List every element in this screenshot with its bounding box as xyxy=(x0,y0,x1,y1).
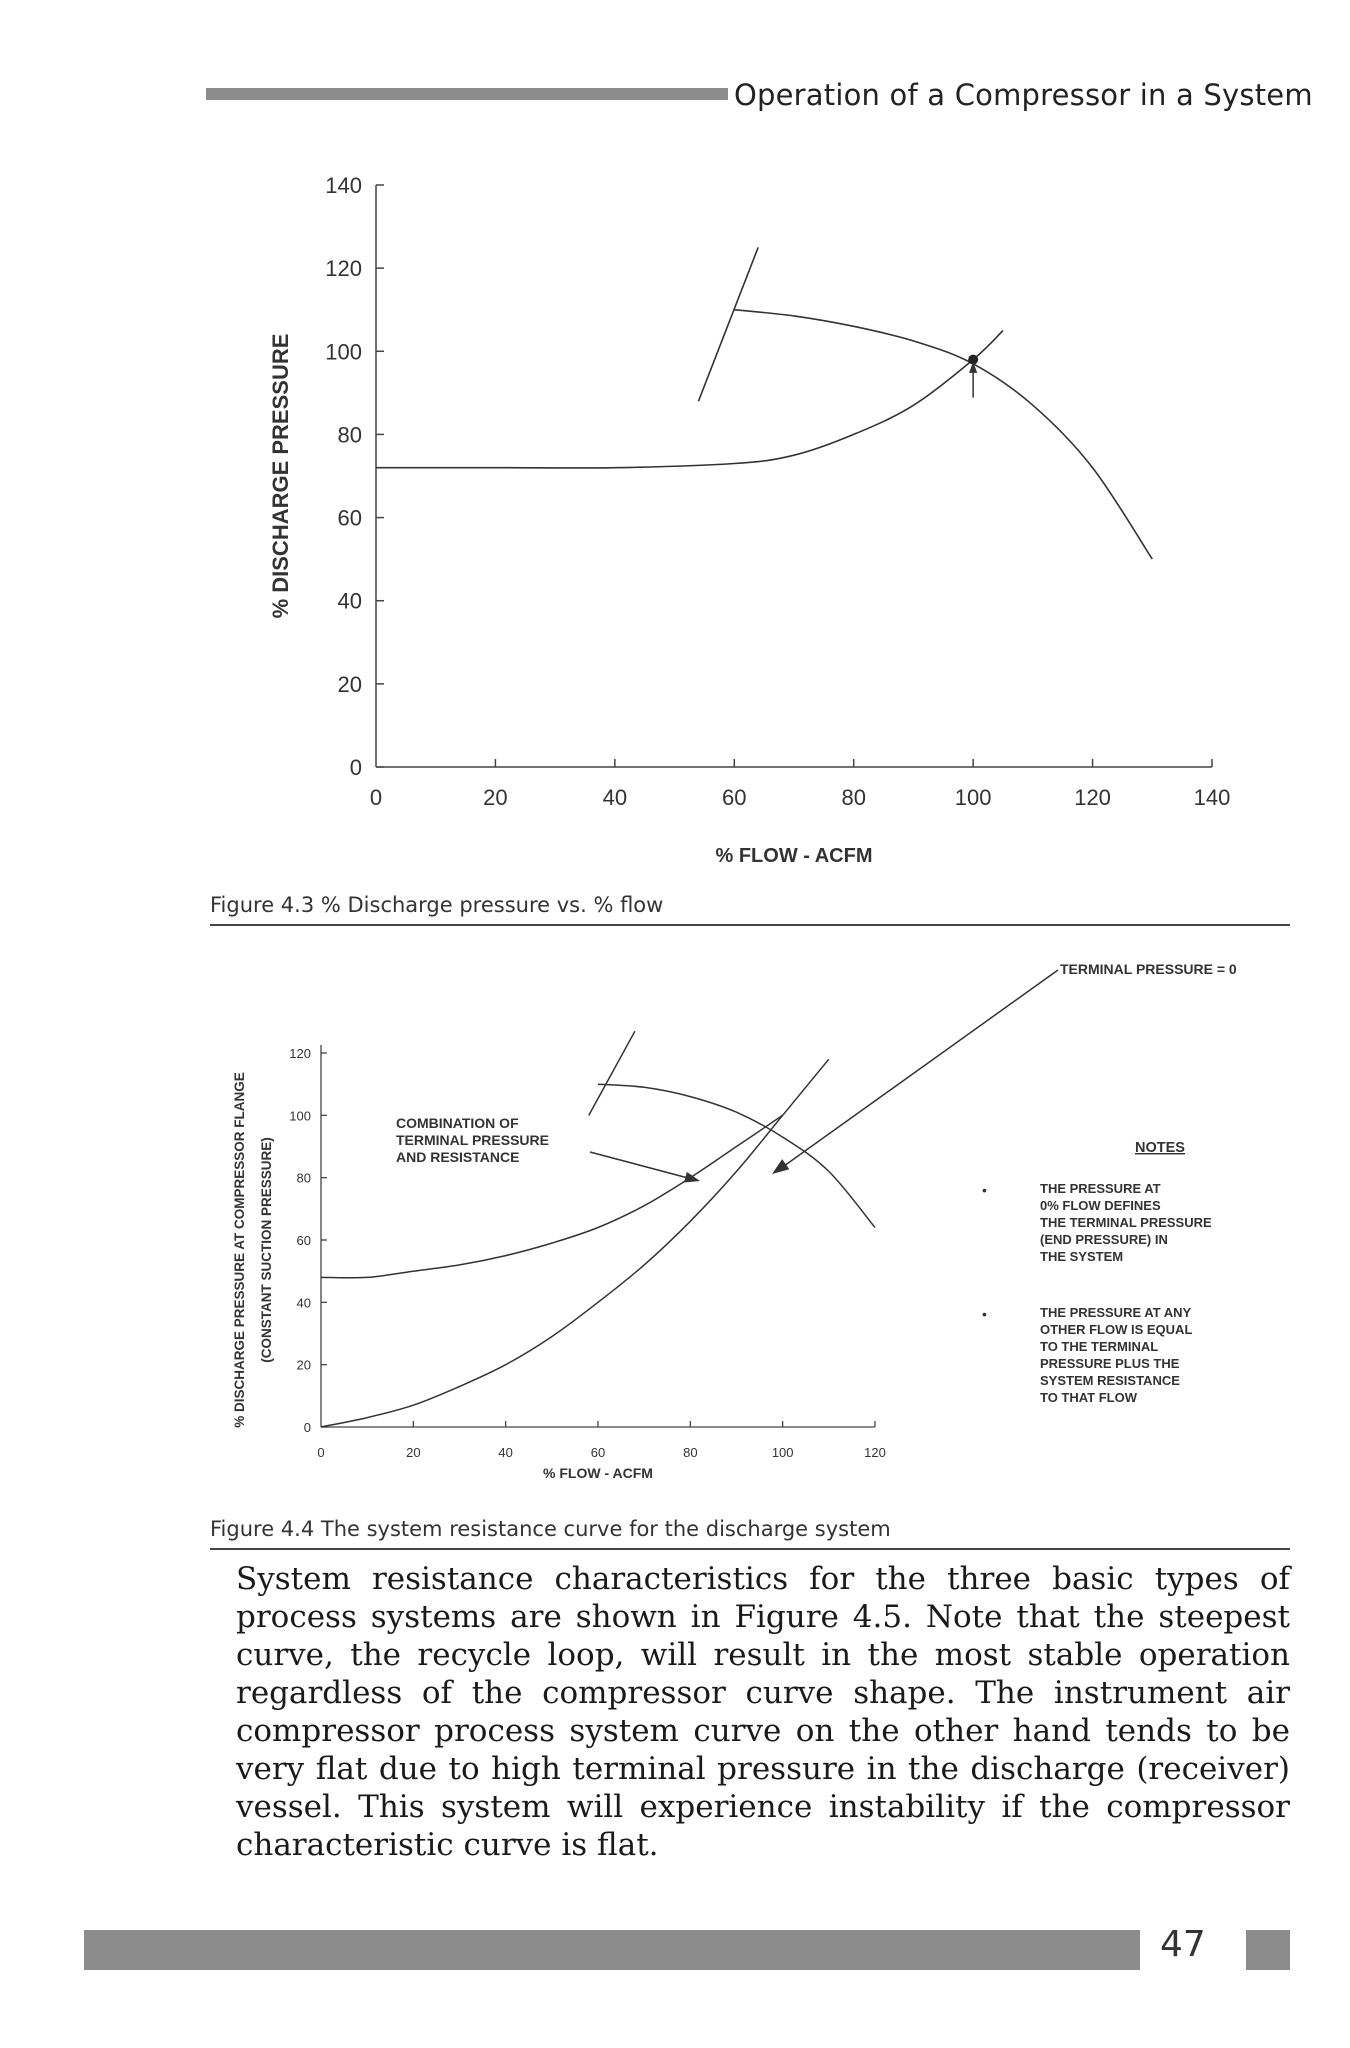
chart-discharge-pressure-vs-flow xyxy=(0,0,1350,900)
note-1-line: THE PRESSURE AT xyxy=(1040,1181,1161,1196)
x-tick-label: 0 xyxy=(369,785,383,810)
caption-rule xyxy=(210,1548,1290,1550)
notes-heading: NOTES xyxy=(1135,1140,1185,1156)
body-paragraph: System resistance characteristics for the three basic types of process systems are shown in Figure 4.5. Note that the steepest curve, the recycle loop, will result in the most stable operation regardless of the compressor curve shape. The instrument air compressor process system curve on the other hand tends to be very flat due to high terminal pressure in the discharge (receiver) vessel. This system will experience instability if the compressor characteristic curve is flat. xyxy=(236,1561,1290,1863)
compressor-curve xyxy=(598,1084,875,1227)
x-tick-label: 80 xyxy=(683,1445,698,1460)
x-tick-label: 80 xyxy=(841,785,866,810)
x-tick-label: 60 xyxy=(722,785,747,810)
x-tick-label: 40 xyxy=(498,1445,513,1460)
x-tick-label: 20 xyxy=(406,1445,421,1460)
y-axis-label-sub: (CONSTANT SUCTION PRESSURE) xyxy=(259,1137,274,1363)
y-tick-label: 0 xyxy=(349,755,362,780)
y-tick-label: 20 xyxy=(296,1357,311,1373)
y-axis-label: % DISCHARGE PRESSURE AT COMPRESSOR FLANGE xyxy=(232,1072,247,1428)
note-2-line: PRESSURE PLUS THE xyxy=(1040,1356,1180,1371)
y-tick-label: 60 xyxy=(337,505,362,531)
callout-combination: TERMINAL PRESSURE xyxy=(396,1132,549,1148)
y-tick-label: 80 xyxy=(337,422,362,448)
y-tick-label: 80 xyxy=(296,1170,311,1186)
y-tick-label: 140 xyxy=(325,173,362,198)
note-1-line: 0% FLOW DEFINES xyxy=(1040,1198,1161,1213)
x-tick-label: 40 xyxy=(602,785,628,810)
x-axis-label: % FLOW - ACFM xyxy=(543,1465,653,1481)
y-axis-label: % DISCHARGE PRESSURE xyxy=(268,333,293,619)
chart-system-resistance xyxy=(0,940,1350,1540)
note-1-line: THE SYSTEM xyxy=(1040,1249,1124,1264)
footer-block xyxy=(1246,1930,1290,1970)
figure-4-4 xyxy=(0,940,1350,1540)
y-tick-label: 20 xyxy=(337,671,362,697)
y-tick-label: 40 xyxy=(337,588,362,614)
callout-combination: AND RESISTANCE xyxy=(396,1149,520,1165)
figure-4-3-caption: Figure 4.3 % Discharge pressure vs. % flow xyxy=(210,893,664,917)
y-tick-label: 40 xyxy=(296,1295,311,1311)
system-resistance-curve xyxy=(376,331,1003,469)
surge-line xyxy=(589,1031,635,1115)
note-2-line: SYSTEM RESISTANCE xyxy=(1040,1373,1180,1388)
figure-4-3 xyxy=(0,0,1350,900)
note-2-line: TO THE TERMINAL xyxy=(1040,1339,1159,1354)
y-tick-label: 120 xyxy=(289,1046,311,1061)
callout-combination-arrow xyxy=(590,1152,688,1178)
page-number: 47 xyxy=(1160,1924,1206,1965)
y-tick-label: 120 xyxy=(325,256,362,282)
x-tick-label: 120 xyxy=(864,1445,886,1460)
note-bullet: • xyxy=(982,1182,987,1198)
x-tick-label: 140 xyxy=(1193,785,1231,810)
footer-rule xyxy=(84,1930,1140,1970)
callout-terminal-arrow xyxy=(784,970,1058,1166)
surge-line xyxy=(698,247,758,401)
y-tick-label: 100 xyxy=(325,339,362,365)
y-tick-label: 100 xyxy=(289,1108,311,1124)
note-2-line: OTHER FLOW IS EQUAL xyxy=(1040,1322,1193,1337)
x-tick-label: 60 xyxy=(590,1445,606,1460)
figure-4-4-caption: Figure 4.4 The system resistance curve for the discharge system xyxy=(210,1517,891,1541)
note-1-line: (END PRESSURE) IN xyxy=(1040,1232,1168,1247)
x-tick-label: 100 xyxy=(954,785,992,810)
callout-combination: COMBINATION OF xyxy=(396,1115,519,1131)
caption-rule xyxy=(210,924,1290,926)
y-tick-label: 0 xyxy=(303,1420,311,1435)
x-tick-label: 0 xyxy=(317,1445,325,1460)
compressor-curve xyxy=(734,310,1152,559)
x-axis-label: % FLOW - ACFM xyxy=(715,845,873,867)
y-tick-label: 60 xyxy=(296,1233,311,1248)
note-bullet: • xyxy=(982,1306,987,1322)
x-tick-label: 20 xyxy=(483,785,508,810)
x-tick-label: 120 xyxy=(1074,785,1111,810)
x-tick-label: 100 xyxy=(771,1445,794,1460)
note-2-line: THE PRESSURE AT ANY xyxy=(1040,1305,1192,1320)
note-2-line: TO THAT FLOW xyxy=(1040,1390,1137,1405)
note-1-line: THE TERMINAL PRESSURE xyxy=(1040,1215,1212,1230)
callout-terminal: TERMINAL PRESSURE = 0 xyxy=(1060,961,1237,977)
running-head: Operation of a Compressor in a System xyxy=(734,78,1313,112)
callout-terminal-arrowhead xyxy=(772,1159,789,1174)
